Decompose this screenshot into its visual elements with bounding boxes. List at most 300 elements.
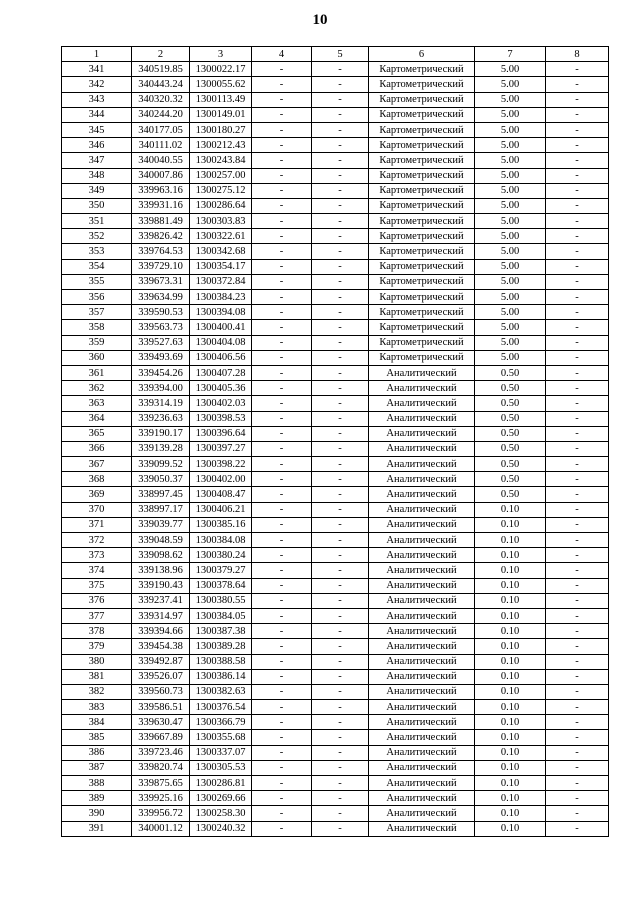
coord-x-cell: 340040.55: [132, 153, 190, 168]
point-number-cell: 362: [62, 381, 132, 396]
point-number-cell: 383: [62, 700, 132, 715]
accuracy-cell: 0.10: [475, 745, 546, 760]
coord-x-cell: 339881.49: [132, 214, 190, 229]
accuracy-cell: 5.00: [475, 214, 546, 229]
method-cell: Картометрический: [369, 107, 475, 122]
coord-y-cell: 1300394.08: [190, 305, 252, 320]
col-4-cell: -: [252, 441, 312, 456]
accuracy-cell: 5.00: [475, 229, 546, 244]
coord-x-cell: 340001.12: [132, 821, 190, 836]
col-4-cell: -: [252, 168, 312, 183]
coord-x-cell: 339138.96: [132, 563, 190, 578]
method-cell: Аналитический: [369, 806, 475, 821]
coord-x-cell: 339039.77: [132, 517, 190, 532]
table-row: [62, 578, 609, 593]
col-5-cell: -: [312, 821, 369, 836]
accuracy-cell: 0.50: [475, 457, 546, 472]
col-8-cell: -: [546, 669, 609, 684]
col-4-cell: -: [252, 244, 312, 259]
coord-y-cell: 1300398.22: [190, 457, 252, 472]
col-8-cell: -: [546, 153, 609, 168]
point-number-cell: 341: [62, 62, 132, 77]
col-4-cell: -: [252, 760, 312, 775]
col-4-cell: -: [252, 654, 312, 669]
col-8-cell: -: [546, 183, 609, 198]
coord-x-cell: 339394.00: [132, 381, 190, 396]
method-cell: Аналитический: [369, 563, 475, 578]
table-row: [62, 715, 609, 730]
coord-y-cell: 1300372.84: [190, 274, 252, 289]
accuracy-cell: 0.10: [475, 806, 546, 821]
col-8-cell: -: [546, 214, 609, 229]
col-8-cell: -: [546, 62, 609, 77]
col-5-cell: -: [312, 457, 369, 472]
coord-y-cell: 1300406.21: [190, 502, 252, 517]
method-cell: Аналитический: [369, 502, 475, 517]
col-5-cell: -: [312, 441, 369, 456]
point-number-cell: 371: [62, 517, 132, 532]
col-8-cell: -: [546, 639, 609, 654]
coord-y-cell: 1300389.28: [190, 639, 252, 654]
point-number-cell: 356: [62, 290, 132, 305]
method-cell: Аналитический: [369, 533, 475, 548]
coord-x-cell: 340320.32: [132, 92, 190, 107]
coord-y-cell: 1300407.28: [190, 365, 252, 380]
coord-x-cell: 339875.65: [132, 776, 190, 791]
method-cell: Картометрический: [369, 274, 475, 289]
col-4-cell: -: [252, 320, 312, 335]
point-number-cell: 369: [62, 487, 132, 502]
coord-x-cell: 339560.73: [132, 684, 190, 699]
coord-x-cell: 339586.51: [132, 700, 190, 715]
point-number-cell: 372: [62, 533, 132, 548]
coord-x-cell: 339492.87: [132, 654, 190, 669]
point-number-cell: 361: [62, 365, 132, 380]
col-4-cell: -: [252, 365, 312, 380]
table-row: [62, 92, 609, 107]
col-5-cell: -: [312, 806, 369, 821]
col-5-cell: -: [312, 760, 369, 775]
coord-y-cell: 1300376.54: [190, 700, 252, 715]
col-8-cell: -: [546, 426, 609, 441]
col-4-cell: -: [252, 669, 312, 684]
method-cell: Картометрический: [369, 229, 475, 244]
coord-x-cell: 339764.53: [132, 244, 190, 259]
col-5-cell: -: [312, 92, 369, 107]
col-5-cell: -: [312, 700, 369, 715]
point-number-cell: 348: [62, 168, 132, 183]
accuracy-cell: 0.50: [475, 365, 546, 380]
column-header: 1: [62, 47, 132, 62]
col-5-cell: -: [312, 62, 369, 77]
table-row: [62, 77, 609, 92]
col-5-cell: -: [312, 305, 369, 320]
coord-y-cell: 1300322.61: [190, 229, 252, 244]
accuracy-cell: 0.10: [475, 502, 546, 517]
table-row: [62, 669, 609, 684]
method-cell: Аналитический: [369, 593, 475, 608]
col-5-cell: -: [312, 426, 369, 441]
table-row: [62, 229, 609, 244]
coord-y-cell: 1300269.66: [190, 791, 252, 806]
col-8-cell: -: [546, 684, 609, 699]
point-number-cell: 343: [62, 92, 132, 107]
method-cell: Аналитический: [369, 381, 475, 396]
method-cell: Картометрический: [369, 335, 475, 350]
coord-y-cell: 1300388.58: [190, 654, 252, 669]
method-cell: Аналитический: [369, 776, 475, 791]
coord-x-cell: 340244.20: [132, 107, 190, 122]
coord-y-cell: 1300240.32: [190, 821, 252, 836]
col-8-cell: -: [546, 563, 609, 578]
col-4-cell: -: [252, 335, 312, 350]
coordinates-table: [61, 46, 609, 837]
col-8-cell: -: [546, 457, 609, 472]
col-5-cell: -: [312, 350, 369, 365]
col-5-cell: -: [312, 669, 369, 684]
method-cell: Аналитический: [369, 700, 475, 715]
col-4-cell: -: [252, 138, 312, 153]
table-row: [62, 608, 609, 623]
table-row: [62, 274, 609, 289]
col-8-cell: -: [546, 305, 609, 320]
col-8-cell: -: [546, 624, 609, 639]
table-row: [62, 153, 609, 168]
accuracy-cell: 0.50: [475, 472, 546, 487]
col-5-cell: -: [312, 684, 369, 699]
coord-y-cell: 1300258.30: [190, 806, 252, 821]
coord-y-cell: 1300149.01: [190, 107, 252, 122]
table-row: [62, 350, 609, 365]
col-5-cell: -: [312, 533, 369, 548]
point-number-cell: 359: [62, 335, 132, 350]
coord-y-cell: 1300212.43: [190, 138, 252, 153]
accuracy-cell: 0.10: [475, 654, 546, 669]
coord-y-cell: 1300382.63: [190, 684, 252, 699]
table-row: [62, 472, 609, 487]
col-4-cell: -: [252, 821, 312, 836]
accuracy-cell: 0.10: [475, 548, 546, 563]
accuracy-cell: 0.10: [475, 760, 546, 775]
table-row: [62, 122, 609, 137]
table-row: [62, 62, 609, 77]
coord-x-cell: 339099.52: [132, 457, 190, 472]
method-cell: Картометрический: [369, 138, 475, 153]
coord-x-cell: 339190.17: [132, 426, 190, 441]
col-4-cell: -: [252, 198, 312, 213]
coord-x-cell: 339048.59: [132, 533, 190, 548]
col-5-cell: -: [312, 335, 369, 350]
coord-y-cell: 1300275.12: [190, 183, 252, 198]
col-8-cell: -: [546, 411, 609, 426]
col-8-cell: -: [546, 259, 609, 274]
coord-y-cell: 1300402.00: [190, 472, 252, 487]
coord-y-cell: 1300113.49: [190, 92, 252, 107]
coord-x-cell: 339527.63: [132, 335, 190, 350]
col-4-cell: -: [252, 77, 312, 92]
coord-y-cell: 1300402.03: [190, 396, 252, 411]
coord-y-cell: 1300180.27: [190, 122, 252, 137]
col-4-cell: -: [252, 290, 312, 305]
accuracy-cell: 0.50: [475, 487, 546, 502]
method-cell: Картометрический: [369, 168, 475, 183]
coord-x-cell: 339729.10: [132, 259, 190, 274]
col-8-cell: -: [546, 608, 609, 623]
coord-y-cell: 1300398.53: [190, 411, 252, 426]
col-5-cell: -: [312, 107, 369, 122]
column-header: 6: [369, 47, 475, 62]
method-cell: Аналитический: [369, 548, 475, 563]
method-cell: Аналитический: [369, 669, 475, 684]
coord-x-cell: 338997.45: [132, 487, 190, 502]
point-number-cell: 358: [62, 320, 132, 335]
coord-y-cell: 1300342.68: [190, 244, 252, 259]
accuracy-cell: 0.10: [475, 608, 546, 623]
method-cell: Аналитический: [369, 411, 475, 426]
col-8-cell: -: [546, 715, 609, 730]
point-number-cell: 379: [62, 639, 132, 654]
col-4-cell: -: [252, 593, 312, 608]
col-5-cell: -: [312, 320, 369, 335]
col-8-cell: -: [546, 381, 609, 396]
table-row: [62, 684, 609, 699]
column-header: 4: [252, 47, 312, 62]
col-8-cell: -: [546, 487, 609, 502]
col-8-cell: -: [546, 290, 609, 305]
coord-y-cell: 1300405.36: [190, 381, 252, 396]
table-row: [62, 654, 609, 669]
table-row: [62, 168, 609, 183]
point-number-cell: 363: [62, 396, 132, 411]
col-8-cell: -: [546, 821, 609, 836]
table-row: [62, 700, 609, 715]
col-8-cell: -: [546, 578, 609, 593]
coord-y-cell: 1300286.64: [190, 198, 252, 213]
point-number-cell: 350: [62, 198, 132, 213]
coord-y-cell: 1300378.64: [190, 578, 252, 593]
col-4-cell: -: [252, 502, 312, 517]
accuracy-cell: 0.10: [475, 821, 546, 836]
col-5-cell: -: [312, 229, 369, 244]
method-cell: Картометрический: [369, 198, 475, 213]
method-cell: Картометрический: [369, 77, 475, 92]
coord-y-cell: 1300303.83: [190, 214, 252, 229]
method-cell: Аналитический: [369, 441, 475, 456]
table-body: [62, 62, 609, 837]
col-4-cell: -: [252, 684, 312, 699]
method-cell: Картометрический: [369, 62, 475, 77]
point-number-cell: 355: [62, 274, 132, 289]
accuracy-cell: 5.00: [475, 335, 546, 350]
method-cell: Аналитический: [369, 821, 475, 836]
point-number-cell: 368: [62, 472, 132, 487]
coord-x-cell: 340519.85: [132, 62, 190, 77]
col-5-cell: -: [312, 563, 369, 578]
col-8-cell: -: [546, 396, 609, 411]
accuracy-cell: 5.00: [475, 350, 546, 365]
point-number-cell: 342: [62, 77, 132, 92]
col-8-cell: -: [546, 320, 609, 335]
table-row: [62, 138, 609, 153]
accuracy-cell: 0.50: [475, 411, 546, 426]
col-5-cell: -: [312, 138, 369, 153]
col-8-cell: -: [546, 791, 609, 806]
coord-x-cell: 339667.89: [132, 730, 190, 745]
col-4-cell: -: [252, 411, 312, 426]
coord-x-cell: 339493.69: [132, 350, 190, 365]
accuracy-cell: 5.00: [475, 320, 546, 335]
point-number-cell: 349: [62, 183, 132, 198]
coord-y-cell: 1300404.08: [190, 335, 252, 350]
page-number: 10: [312, 12, 328, 28]
col-5-cell: -: [312, 517, 369, 532]
coord-y-cell: 1300384.08: [190, 533, 252, 548]
accuracy-cell: 5.00: [475, 290, 546, 305]
accuracy-cell: 0.10: [475, 624, 546, 639]
coord-x-cell: 340177.05: [132, 122, 190, 137]
point-number-cell: 346: [62, 138, 132, 153]
table-row: [62, 396, 609, 411]
col-5-cell: -: [312, 487, 369, 502]
point-number-cell: 378: [62, 624, 132, 639]
table-header: [62, 47, 609, 62]
col-5-cell: -: [312, 639, 369, 654]
col-8-cell: -: [546, 92, 609, 107]
table-row: [62, 320, 609, 335]
coord-x-cell: 339590.53: [132, 305, 190, 320]
col-5-cell: -: [312, 730, 369, 745]
point-number-cell: 354: [62, 259, 132, 274]
col-4-cell: -: [252, 396, 312, 411]
coord-x-cell: 339394.66: [132, 624, 190, 639]
method-cell: Аналитический: [369, 654, 475, 669]
point-number-cell: 351: [62, 214, 132, 229]
col-8-cell: -: [546, 122, 609, 137]
point-number-cell: 373: [62, 548, 132, 563]
accuracy-cell: 5.00: [475, 92, 546, 107]
point-number-cell: 381: [62, 669, 132, 684]
col-4-cell: -: [252, 548, 312, 563]
col-4-cell: -: [252, 259, 312, 274]
col-5-cell: -: [312, 214, 369, 229]
accuracy-cell: 0.10: [475, 684, 546, 699]
method-cell: Аналитический: [369, 684, 475, 699]
table-row: [62, 639, 609, 654]
point-number-cell: 345: [62, 122, 132, 137]
column-header: 7: [475, 47, 546, 62]
coord-y-cell: 1300396.64: [190, 426, 252, 441]
col-5-cell: -: [312, 396, 369, 411]
col-8-cell: -: [546, 229, 609, 244]
accuracy-cell: 0.10: [475, 578, 546, 593]
method-cell: Картометрический: [369, 122, 475, 137]
method-cell: Аналитический: [369, 517, 475, 532]
col-8-cell: -: [546, 502, 609, 517]
coord-y-cell: 1300337.07: [190, 745, 252, 760]
accuracy-cell: 5.00: [475, 183, 546, 198]
coord-x-cell: 339563.73: [132, 320, 190, 335]
accuracy-cell: 5.00: [475, 62, 546, 77]
accuracy-cell: 5.00: [475, 168, 546, 183]
coord-x-cell: 339826.42: [132, 229, 190, 244]
method-cell: Картометрический: [369, 244, 475, 259]
table-row: [62, 198, 609, 213]
coord-y-cell: 1300366.79: [190, 715, 252, 730]
accuracy-cell: 0.10: [475, 715, 546, 730]
col-4-cell: -: [252, 624, 312, 639]
col-8-cell: -: [546, 244, 609, 259]
col-4-cell: -: [252, 608, 312, 623]
col-5-cell: -: [312, 259, 369, 274]
point-number-cell: 385: [62, 730, 132, 745]
col-4-cell: -: [252, 806, 312, 821]
col-8-cell: -: [546, 593, 609, 608]
point-number-cell: 360: [62, 350, 132, 365]
accuracy-cell: 5.00: [475, 77, 546, 92]
table-row: [62, 107, 609, 122]
method-cell: Картометрический: [369, 350, 475, 365]
accuracy-cell: 0.10: [475, 639, 546, 654]
accuracy-cell: 5.00: [475, 259, 546, 274]
col-4-cell: -: [252, 517, 312, 532]
col-4-cell: -: [252, 183, 312, 198]
col-5-cell: -: [312, 411, 369, 426]
col-4-cell: -: [252, 700, 312, 715]
coord-x-cell: 338997.17: [132, 502, 190, 517]
method-cell: Аналитический: [369, 715, 475, 730]
col-5-cell: -: [312, 381, 369, 396]
table-row: [62, 563, 609, 578]
col-4-cell: -: [252, 472, 312, 487]
col-5-cell: -: [312, 290, 369, 305]
accuracy-cell: 0.10: [475, 776, 546, 791]
col-5-cell: -: [312, 365, 369, 380]
point-number-cell: 384: [62, 715, 132, 730]
coord-x-cell: 339314.19: [132, 396, 190, 411]
point-number-cell: 366: [62, 441, 132, 456]
method-cell: Аналитический: [369, 487, 475, 502]
method-cell: Картометрический: [369, 259, 475, 274]
point-number-cell: 388: [62, 776, 132, 791]
coord-x-cell: 339925.16: [132, 791, 190, 806]
coord-x-cell: 340443.24: [132, 77, 190, 92]
coord-x-cell: 339634.99: [132, 290, 190, 305]
coord-x-cell: 339454.26: [132, 365, 190, 380]
point-number-cell: 365: [62, 426, 132, 441]
coord-x-cell: 339237.41: [132, 593, 190, 608]
coord-x-cell: 339931.16: [132, 198, 190, 213]
point-number-cell: 367: [62, 457, 132, 472]
table-row: [62, 183, 609, 198]
coord-y-cell: 1300355.68: [190, 730, 252, 745]
col-4-cell: -: [252, 107, 312, 122]
coord-y-cell: 1300400.41: [190, 320, 252, 335]
col-5-cell: -: [312, 502, 369, 517]
table-row: [62, 806, 609, 821]
column-header: 8: [546, 47, 609, 62]
coord-y-cell: 1300380.24: [190, 548, 252, 563]
coord-y-cell: 1300397.27: [190, 441, 252, 456]
point-number-cell: 353: [62, 244, 132, 259]
accuracy-cell: 5.00: [475, 153, 546, 168]
method-cell: Аналитический: [369, 608, 475, 623]
col-5-cell: -: [312, 608, 369, 623]
col-8-cell: -: [546, 654, 609, 669]
method-cell: Картометрический: [369, 290, 475, 305]
col-4-cell: -: [252, 745, 312, 760]
coord-y-cell: 1300408.47: [190, 487, 252, 502]
col-4-cell: -: [252, 730, 312, 745]
